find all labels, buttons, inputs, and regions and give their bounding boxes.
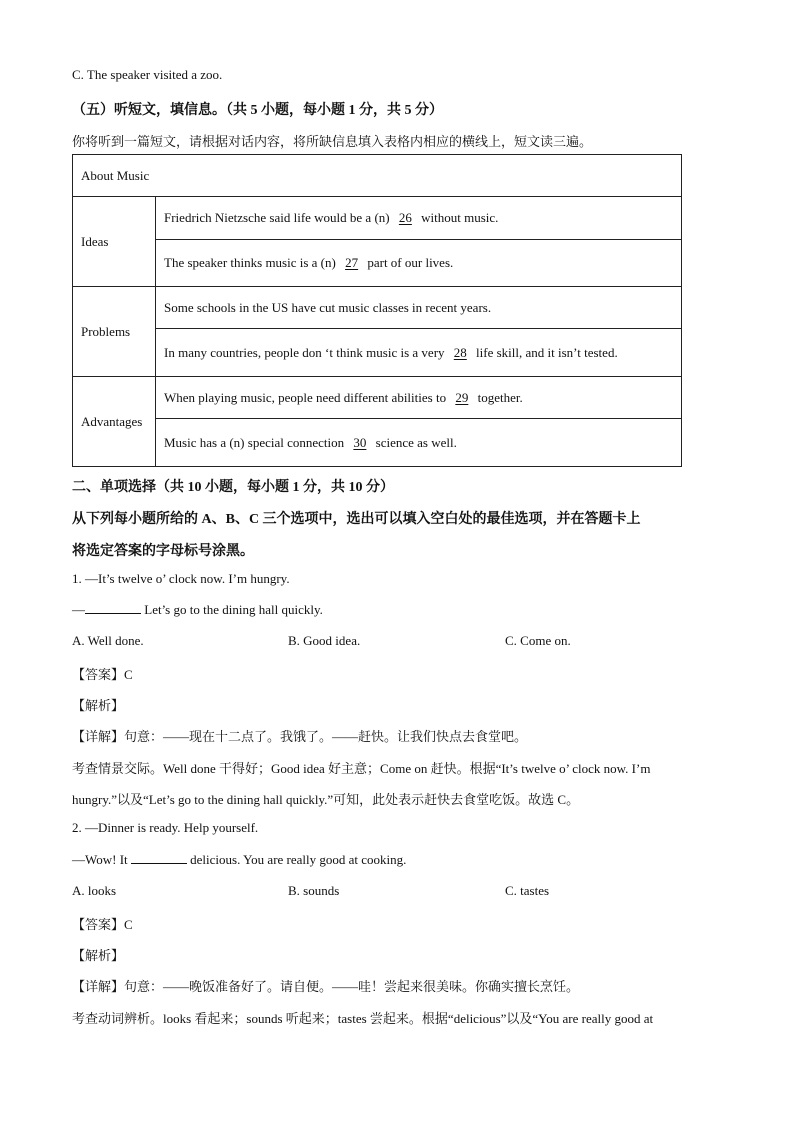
q2-option-a[interactable]: A. looks (72, 883, 117, 898)
music-info-table (72, 154, 682, 467)
table-row: Some schools in the US have cut music classes in recent years. (156, 287, 682, 329)
part2-instructions-line1: 从下列每小题所给的 A、B、C 三个选项中，选出可以填入空白处的最佳选项，并在答题卡上 (72, 512, 641, 527)
q1-stem-line2: — Let’s go to the dining hall quickly. (72, 602, 323, 617)
q1-analysis-label: 【解析】 (72, 698, 125, 713)
blank-27[interactable]: 27 (345, 255, 359, 270)
option-c-previous: C. The speaker visited a zoo. (72, 67, 223, 82)
q2-option-c[interactable]: C. tastes (505, 883, 550, 898)
q2-answer: 【答案】C (72, 917, 133, 932)
blank-26[interactable]: 26 (398, 210, 412, 225)
section5-instructions: 你将听到一篇短文，请根据对话内容，将所缺信息填入表格内相应的横线上，短文读三遍。 (72, 134, 593, 149)
table-row: In many countries, people don ‘t think music is a very 28 life skill, and it isn’t tested. (156, 329, 682, 377)
q1-explanation-line2: hungry.”以及“Let’s go to the dining hall quickly.”可知，此处表示赶快去食堂吃饭。故选 C。 (72, 792, 580, 807)
blank-28[interactable]: 28 (453, 344, 467, 360)
q1-option-b[interactable]: B. Good idea. (288, 633, 361, 648)
q2-detail: 【详解】句意：——晚饭准备好了。请自便。——哇！尝起来很美味。你确实擅长烹饪。 (72, 979, 580, 994)
part2-title: 二、单项选择（共 10 小题，每小题 1 分，共 10 分） (72, 480, 394, 495)
q1-option-a[interactable]: A. Well done. (72, 633, 144, 648)
q1-answer-blank[interactable] (85, 602, 141, 614)
q2-answer-blank[interactable] (131, 852, 187, 864)
q1-detail: 【详解】句意：——现在十二点了。我饿了。——赶快。让我们快点去食堂吧。 (72, 729, 528, 744)
q2-option-b[interactable]: B. sounds (288, 883, 340, 898)
table-row: Music has a (n) special connection 30 science as well. (156, 419, 682, 467)
group-label-advantages: Advantages (73, 377, 156, 467)
q2-stem-line2: —Wow! It delicious. You are really good at cooking. (72, 852, 407, 867)
q1-stem-line1: 1. —It’s twelve o’ clock now. I’m hungry. (72, 571, 290, 586)
table-row: Friedrich Nietzsche said life would be a (n) 26 without music. (156, 197, 682, 240)
group-label-problems: Problems (73, 287, 156, 377)
table-header: About Music (73, 155, 682, 197)
group-label-ideas: Ideas (73, 197, 156, 287)
q2-stem-line1: 2. —Dinner is ready. Help yourself. (72, 820, 259, 835)
table-row: When playing music, people need different abilities to 29 together. (156, 377, 682, 419)
table-row: The speaker thinks music is a (n) 27 part of our lives. (156, 240, 682, 287)
q1-answer: 【答案】C (72, 667, 133, 682)
blank-29[interactable]: 29 (455, 389, 469, 405)
q1-explanation-line1: 考查情景交际。Well done 干得好；Good idea 好主意；Come on 赶快。根据“It’s twelve o’ clock now. I’m (72, 761, 651, 776)
blank-30[interactable]: 30 (353, 434, 367, 450)
q1-option-c[interactable]: C. Come on. (505, 633, 571, 648)
section5-title: （五）听短文，填信息。（共 5 小题，每小题 1 分，共 5 分） (72, 103, 443, 118)
q2-explanation-line1: 考查动词辨析。looks 看起来；sounds 听起来；tastes 尝起来。根据“delicious”以及“You are really good at (72, 1011, 654, 1026)
part2-instructions-line2: 将选定答案的字母标号涂黑。 (72, 544, 254, 559)
q2-analysis-label: 【解析】 (72, 948, 125, 963)
